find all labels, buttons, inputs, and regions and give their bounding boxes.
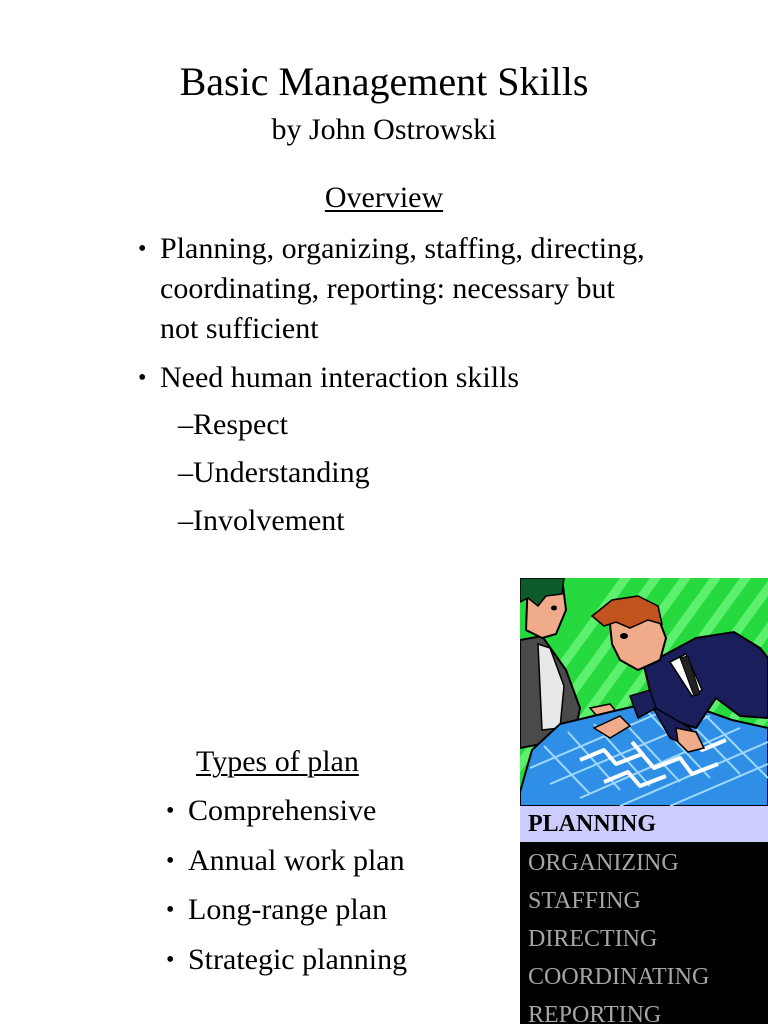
sub-item: –Respect xyxy=(178,408,288,441)
bullet-text: Need human interaction skills xyxy=(160,361,520,394)
management-functions-menu xyxy=(520,806,768,1024)
bullet-line: Planning, organizing, staffing, directing, xyxy=(160,232,645,265)
bullet-glyph: • xyxy=(166,798,175,824)
plan-type-label: Strategic planning xyxy=(188,943,408,976)
menu-item-coordinating: COORDINATING xyxy=(528,964,710,990)
plan-type-label: Annual work plan xyxy=(188,844,405,877)
plan-types-heading: Types of plan xyxy=(196,745,359,778)
bullet-line: coordinating, reporting: necessary but xyxy=(160,272,615,305)
bullet-glyph: • xyxy=(166,897,175,923)
menu-item-organizing: ORGANIZING xyxy=(528,850,679,876)
menu-item-reporting: REPORTING xyxy=(528,1002,662,1024)
bullet-glyph: • xyxy=(138,365,147,391)
bullet-glyph: • xyxy=(166,947,175,973)
author-byline: by John Ostrowski xyxy=(271,113,497,146)
overview-heading: Overview xyxy=(324,181,444,214)
bullet-text xyxy=(160,229,645,349)
sub-item: –Involvement xyxy=(178,504,345,537)
plan-type-label: Comprehensive xyxy=(188,794,377,827)
sub-item: –Understanding xyxy=(178,456,370,489)
bullet-line: not sufficient xyxy=(160,312,319,345)
bullet-glyph: • xyxy=(138,236,147,262)
menu-item-staffing: STAFFING xyxy=(528,888,641,914)
menu-item-directing: DIRECTING xyxy=(528,926,658,952)
page-title: Basic Management Skills xyxy=(179,59,589,104)
managers-planning-illustration xyxy=(520,578,768,806)
bullet-glyph: • xyxy=(166,848,175,874)
plan-type-label: Long-range plan xyxy=(188,893,388,926)
menu-item-planning: PLANNING xyxy=(520,806,768,842)
